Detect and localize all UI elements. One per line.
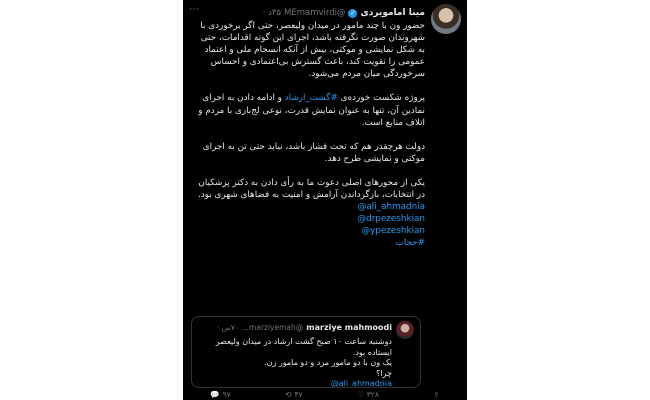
retweet-count: ۴۷ bbox=[294, 389, 303, 399]
mention-link[interactable]: @drpezeshkian bbox=[357, 214, 425, 225]
reply-count: ۹۷ bbox=[222, 389, 231, 399]
tweet-text: پروژه شکست خورده‌ی bbox=[340, 93, 425, 104]
quoted-tweet-text: یک ون با دو مامور مرد و دو مامور زن. bbox=[264, 358, 392, 367]
author-avatar[interactable] bbox=[431, 4, 461, 34]
quoted-author-handle[interactable]: @marziyemah... bbox=[241, 323, 304, 332]
quoted-tweet-body bbox=[202, 337, 392, 388]
like-count: ۳۲۸ bbox=[366, 389, 379, 399]
mention-link[interactable]: @ali_ahmadnia bbox=[357, 202, 425, 213]
author-handle[interactable]: @MEmamvirdi bbox=[284, 8, 346, 18]
tweet-paragraph bbox=[191, 92, 425, 128]
heart-icon: ♡ bbox=[357, 389, 364, 399]
share-icon: ⇪ bbox=[433, 389, 440, 399]
tweet-paragraph: یکی از محورهای اصلی دعوت ما به رأی دادن به دکتر پزشکیان در انتخابات، بازگرداندن آرامش و امنیت به فضاهای شهری بود. bbox=[198, 177, 425, 201]
tweet-paragraph: حضور ون با چند مامور در میدان ولیعصر، حتی اگر برخوردی با شهروندان صورت نگرفته باشد، اجرای این گونه اقدامات، حتی به شکل نمایشی و موکتی، بیش از آنکه انسجام ملی و اعتماد عمومی را تقویت کند، باعث گسترش بی‌اعتمادی و احساس سرخوردگی میان مردم می‌شود. bbox=[200, 21, 425, 80]
verified-badge-icon: ✓ bbox=[350, 8, 356, 17]
mention-list bbox=[191, 201, 425, 249]
quoted-author-name[interactable]: marziye mahmoodi bbox=[306, 323, 392, 332]
quoted-tweet-time[interactable]: ۷۰س · bbox=[216, 323, 239, 332]
quoted-author-avatar[interactable] bbox=[396, 321, 414, 339]
reply-button[interactable] bbox=[210, 390, 230, 399]
quoted-tweet-text: دوشنبه ساعت ۱۰ صبح گشت ارشاد در میدان ولیعصر ایستاده بود. bbox=[215, 337, 392, 357]
tweet-text: و ادامه دادن به اجرای نمادین آن، تنها به عنوان نمایش قدرت، نوعی لج‌بازی با مردم و اتلاف منابع است. bbox=[198, 93, 425, 128]
tweet-card[interactable] bbox=[183, 0, 467, 400]
reply-icon: 💬 bbox=[210, 389, 220, 399]
tweet-header bbox=[189, 6, 425, 20]
tweet-body bbox=[191, 20, 425, 250]
tweet-paragraph: دولت هرچقدر هم که تحت فشار باشد، نباید حتی تن به اجرای موکتی و نمایشی طرح دهد. bbox=[202, 141, 425, 164]
hashtag-link[interactable]: #گشت_ارشاد bbox=[284, 93, 338, 104]
mention-link[interactable]: @ali_ahmadnia bbox=[330, 379, 392, 388]
quoted-tweet[interactable] bbox=[191, 316, 421, 388]
quoted-tweet-text: چرا؟ bbox=[376, 368, 392, 378]
share-button[interactable] bbox=[433, 390, 439, 399]
retweet-button[interactable] bbox=[285, 390, 302, 399]
tweet-actions bbox=[183, 388, 467, 400]
hashtag-link[interactable]: #حجاب bbox=[395, 238, 425, 249]
retweet-icon: ⟲ bbox=[285, 389, 292, 399]
author-name[interactable]: مینا امامویردی bbox=[360, 8, 425, 18]
more-options-icon[interactable]: ⋯ bbox=[189, 4, 199, 15]
tweet-time[interactable]: ۳۵د · bbox=[262, 8, 281, 18]
quoted-tweet-header bbox=[200, 323, 392, 332]
mention-link[interactable]: @ypezeshkian bbox=[361, 226, 425, 237]
like-button[interactable] bbox=[357, 390, 379, 399]
